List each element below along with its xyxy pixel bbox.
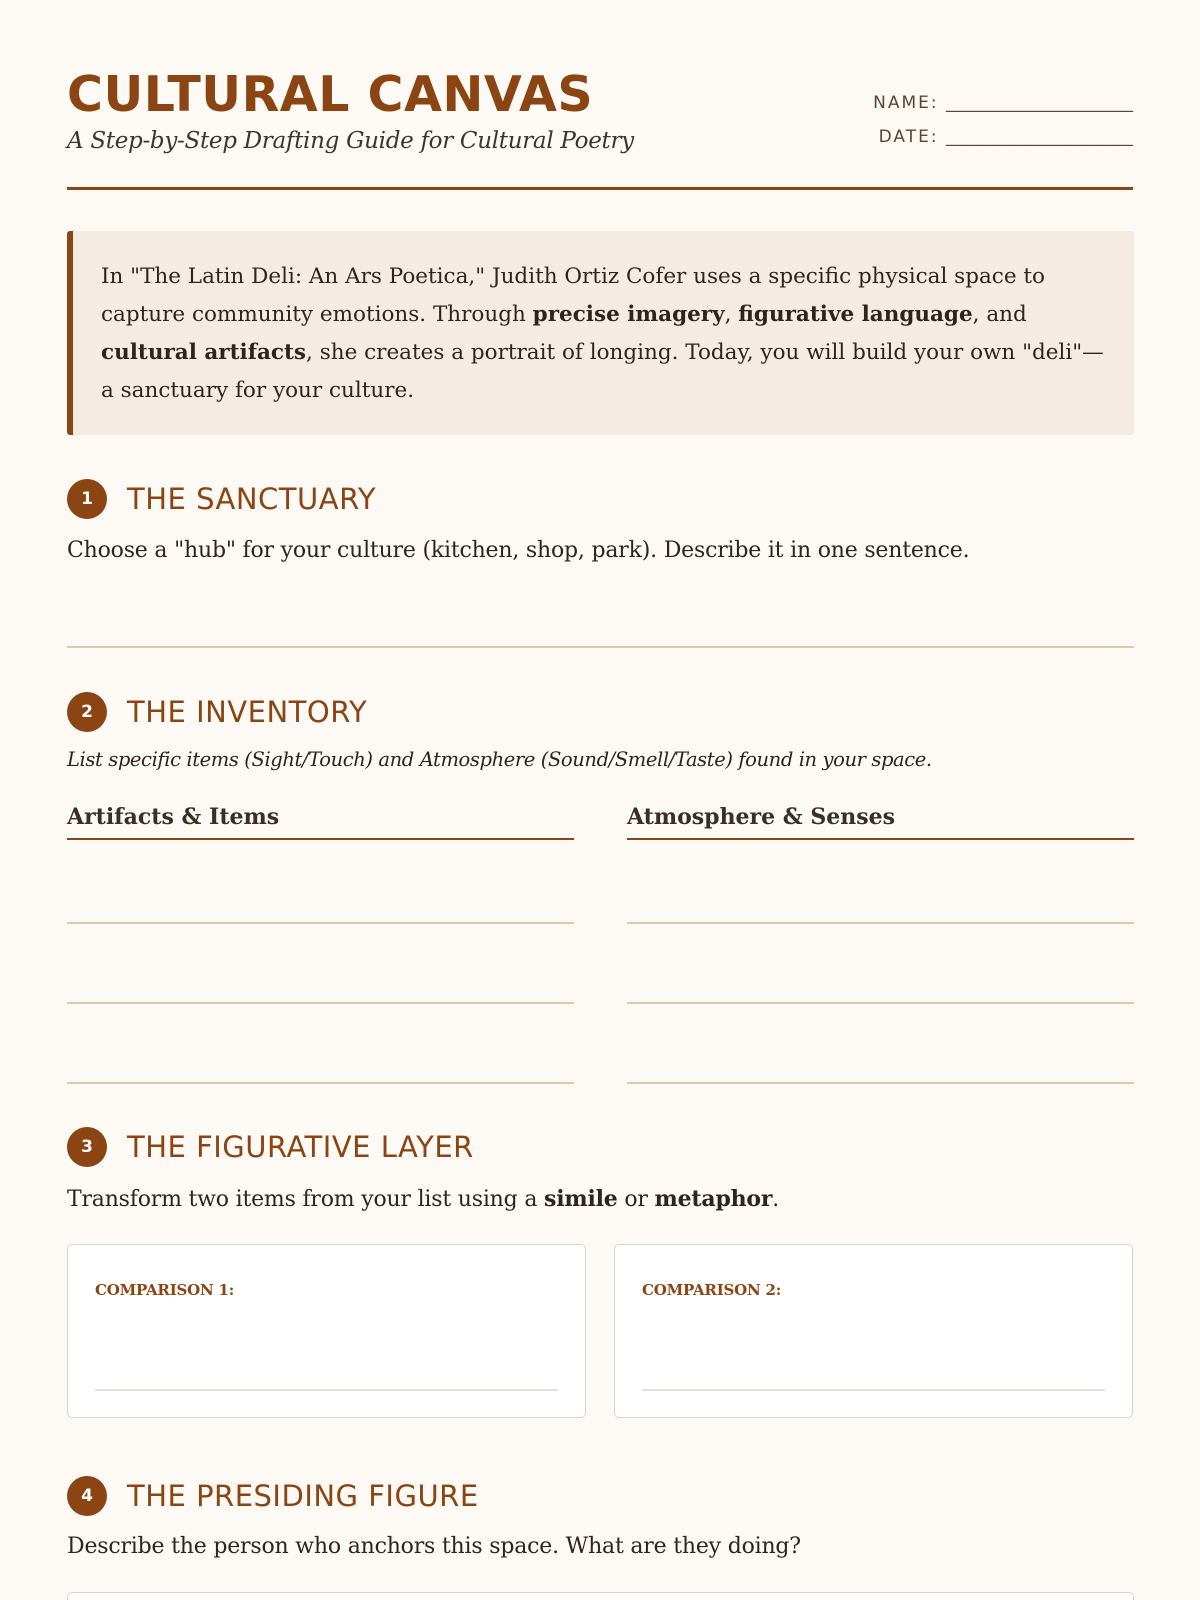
name-label: NAME: xyxy=(873,93,939,113)
instruction-text: Transform two items from your list using a xyxy=(67,1187,545,1212)
artifact-line[interactable] xyxy=(67,1002,574,1004)
section-title: THE INVENTORY xyxy=(127,695,368,729)
intro-bold-artifacts: cultural artifacts xyxy=(101,340,307,365)
section-title: THE PRESIDING FIGURE xyxy=(127,1479,479,1513)
comparison-box-1[interactable] xyxy=(67,1244,586,1418)
section-2-header xyxy=(67,692,367,732)
instruction-bold-simile: simile xyxy=(544,1186,618,1212)
section-1-header xyxy=(67,479,376,519)
section-number-badge: 4 xyxy=(67,1476,107,1516)
atmosphere-line[interactable] xyxy=(627,1002,1134,1004)
column-header-artifacts: Artifacts & Items xyxy=(67,804,574,840)
date-label: DATE: xyxy=(878,127,939,147)
section-number-badge: 2 xyxy=(67,692,107,732)
name-blank: ______________________ xyxy=(946,93,1133,113)
answer-line[interactable] xyxy=(67,646,1134,648)
instruction-text: or xyxy=(617,1187,655,1212)
atmosphere-line[interactable] xyxy=(627,922,1134,924)
atmosphere-line[interactable] xyxy=(627,1082,1134,1084)
section-3-header xyxy=(67,1127,474,1167)
intro-text: , she creates a portrait of longing. Today, you will build your own "deli"—a sanctuary for your culture. xyxy=(101,340,1104,403)
artifact-line[interactable] xyxy=(67,922,574,924)
comparison-box-2[interactable] xyxy=(614,1244,1133,1418)
page-title: CULTURAL CANVAS xyxy=(67,66,594,123)
section-title: THE FIGURATIVE LAYER xyxy=(127,1130,474,1164)
section-2-instruction: List specific items (Sight/Touch) and Atmosphere (Sound/Smell/Taste) found in your space. xyxy=(67,748,932,771)
intro-bold-imagery: precise imagery xyxy=(532,302,725,327)
date-field[interactable] xyxy=(873,120,1133,154)
section-number-badge: 1 xyxy=(67,479,107,519)
worksheet-header xyxy=(67,0,1133,190)
column-header-atmosphere: Atmosphere & Senses xyxy=(627,804,1134,840)
intro-bold-figurative: figurative language xyxy=(738,302,973,327)
comparison-line[interactable] xyxy=(642,1389,1105,1391)
intro-text: , and xyxy=(972,302,1027,327)
comparison-label: COMPARISON 2: xyxy=(642,1281,782,1299)
intro-text: In "The Latin Deli: An Ars Poetica," Judith Ortiz Cofer uses a specific physical space to capture community emotions. Through xyxy=(101,264,1045,327)
name-field[interactable] xyxy=(873,86,1133,120)
section-1-instruction: Choose a "hub" for your culture (kitchen, shop, park). Describe it in one sentence. xyxy=(67,538,970,563)
section-4-instruction: Describe the person who anchors this space. What are they doing? xyxy=(67,1534,801,1559)
presiding-figure-answer-box[interactable] xyxy=(67,1592,1134,1600)
section-3-instruction xyxy=(67,1186,779,1212)
intro-callout xyxy=(67,231,1134,435)
comparison-line[interactable] xyxy=(95,1389,558,1391)
instruction-text: . xyxy=(772,1187,780,1212)
instruction-bold-metaphor: metaphor xyxy=(654,1186,773,1212)
comparison-label: COMPARISON 1: xyxy=(95,1281,235,1299)
name-date-fields xyxy=(873,86,1133,154)
section-4-header xyxy=(67,1476,479,1516)
artifact-line[interactable] xyxy=(67,1082,574,1084)
section-number-badge: 3 xyxy=(67,1127,107,1167)
intro-text: , xyxy=(724,302,739,327)
date-blank: ______________________ xyxy=(946,127,1133,147)
page-subtitle: A Step-by-Step Drafting Guide for Cultural Poetry xyxy=(67,128,634,154)
section-title: THE SANCTUARY xyxy=(127,482,377,516)
